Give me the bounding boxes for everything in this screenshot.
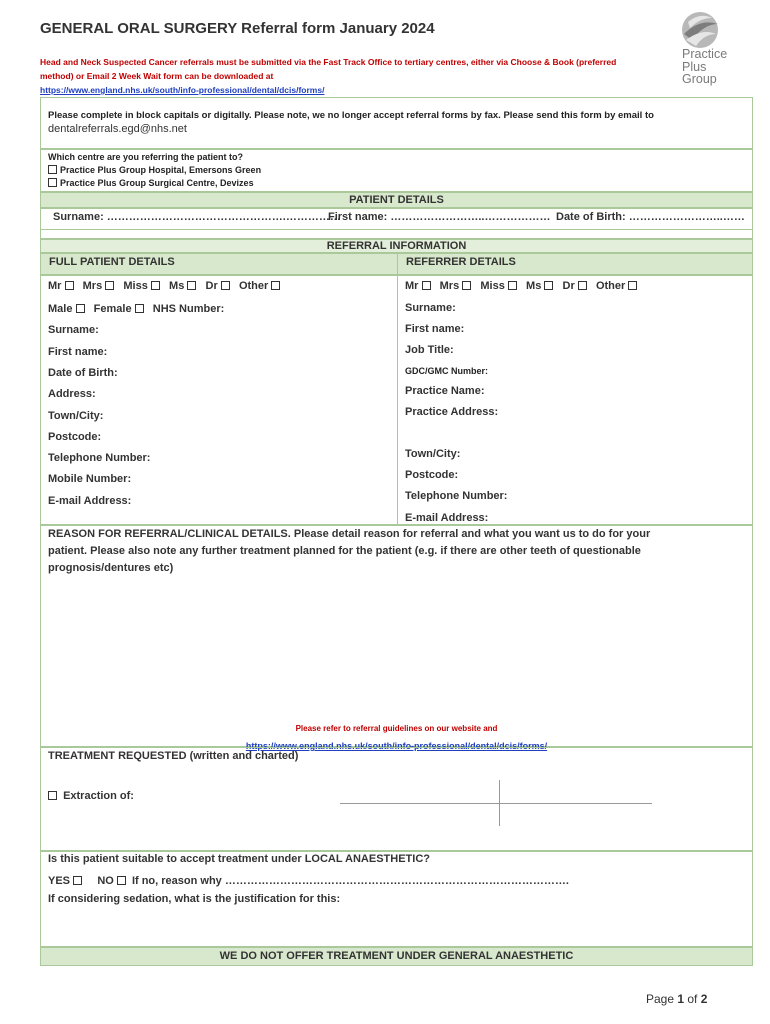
patient-email-label[interactable]: E-mail Address:: [48, 495, 132, 507]
checkbox-icon[interactable]: [65, 281, 74, 290]
referrer-title-options[interactable]: [405, 280, 640, 292]
checkbox-icon[interactable]: [578, 281, 587, 290]
referrer-details-heading: REFERRER DETAILS: [397, 253, 753, 275]
checkbox-icon[interactable]: [73, 876, 82, 885]
patient-dob-label[interactable]: Date of Birth:: [48, 367, 118, 379]
treatment-box: [40, 747, 753, 851]
referrer-email-label[interactable]: E-mail Address:: [405, 512, 489, 524]
local-anaesthetic-question: Is this patient suitable to accept treatment under LOCAL ANAESTHETIC?: [48, 853, 430, 865]
patient-gender-nhs[interactable]: [48, 303, 224, 315]
checkbox-icon[interactable]: [135, 304, 144, 313]
patient-postcode-label[interactable]: Postcode:: [48, 431, 102, 443]
checkbox-icon[interactable]: [151, 281, 160, 290]
checkbox-icon[interactable]: [508, 281, 517, 290]
patient-town-label[interactable]: Town/City:: [48, 410, 104, 422]
patient-surname-field[interactable]: Surname: ………………………………………….……………: [53, 211, 341, 223]
full-patient-details-heading: FULL PATIENT DETAILS: [40, 253, 398, 275]
checkbox-icon[interactable]: [187, 281, 196, 290]
checkbox-icon[interactable]: [48, 165, 57, 174]
cancer-referral-warning: [40, 55, 630, 97]
extraction-option[interactable]: [48, 790, 134, 802]
referral-info-heading: REFERRAL INFORMATION: [40, 239, 753, 253]
yes-label: YES: [48, 875, 71, 887]
no-label: NO: [97, 875, 114, 887]
checkbox-icon[interactable]: [221, 281, 230, 290]
checkbox-icon[interactable]: [105, 281, 114, 290]
checkbox-icon[interactable]: [422, 281, 431, 290]
practice-plus-group-logo: [674, 10, 734, 90]
nhs-number-label: NHS Number:: [152, 303, 225, 315]
referrer-postcode-label[interactable]: Postcode:: [405, 469, 459, 481]
no-general-anaesthetic-notice: WE DO NOT OFFER TREATMENT UNDER GENERAL ANAESTHETIC: [40, 947, 753, 966]
title-ms: Ms: [169, 280, 185, 292]
logo-icon: [678, 10, 724, 50]
referrer-surname-label[interactable]: Surname:: [405, 302, 456, 314]
referral-email[interactable]: dentalreferrals.egd@nhs.net: [48, 123, 187, 135]
checkbox-icon[interactable]: [48, 791, 57, 800]
logo-line-3: Group: [682, 72, 717, 86]
title-miss: Miss: [123, 280, 148, 292]
title-other: Other: [595, 280, 626, 292]
checkbox-icon[interactable]: [117, 876, 126, 885]
referrer-telephone-label[interactable]: Telephone Number:: [405, 490, 508, 502]
dental-chart-vertical: [499, 780, 500, 826]
referrer-gdc-label[interactable]: GDC/GMC Number:: [405, 366, 488, 376]
gender-male: Male: [48, 303, 73, 315]
title-mr: Mr: [48, 280, 62, 292]
checkbox-icon[interactable]: [462, 281, 471, 290]
referrer-town-label[interactable]: Town/City:: [405, 448, 461, 460]
checkbox-icon[interactable]: [628, 281, 637, 290]
option-label: Practice Plus Group Surgical Centre, Devizes: [60, 178, 254, 188]
gender-female: Female: [93, 303, 132, 315]
title-ms: Ms: [526, 280, 542, 292]
reason-box[interactable]: [40, 525, 753, 747]
checkbox-icon[interactable]: [76, 304, 85, 313]
patient-mobile-label[interactable]: Mobile Number:: [48, 473, 132, 485]
referrer-practice-address-label[interactable]: Practice Address:: [405, 406, 499, 418]
option-label: Practice Plus Group Hospital, Emersons Green: [60, 165, 262, 175]
title-dr: Dr: [562, 280, 575, 292]
spacer-row: [40, 230, 753, 239]
checkbox-icon[interactable]: [48, 178, 57, 187]
page-of: of: [684, 992, 701, 1006]
extraction-label: Extraction of:: [63, 790, 134, 802]
logo-line-2: Plus: [682, 59, 707, 74]
centre-question: Which centre are you referring the patient to?: [48, 152, 244, 162]
title-miss: Miss: [480, 280, 505, 292]
dental-chart-horizontal: [340, 803, 652, 804]
guideline-link[interactable]: https://www.england.nhs.uk/south/info-professional/dental/dcis/forms/: [245, 741, 548, 751]
patient-firstname-label[interactable]: First name:: [48, 346, 108, 358]
referrer-firstname-label[interactable]: First name:: [405, 323, 465, 335]
treatment-heading: TREATMENT REQUESTED (written and charted): [48, 750, 299, 762]
patient-title-options[interactable]: [48, 280, 283, 292]
warning-text: Head and Neck Suspected Cancer referrals must be submitted via the Fast Track Office to tertiary centres, either via Choose & Book (preferred method) or Email 2 Week Wait form can be downloaded at: [40, 57, 617, 81]
sedation-question[interactable]: If considering sedation, what is the justification for this:: [48, 893, 341, 905]
title-mr: Mr: [405, 280, 419, 292]
page-total: 2: [700, 992, 708, 1006]
no-reason-field[interactable]: If no, reason why ………………………………………………………………………………….: [131, 875, 569, 887]
instructions-text: Please complete in block capitals or digitally. Please note, we no longer accept referral forms by fax. Please send this form by email to: [48, 110, 654, 121]
column-divider: [397, 275, 398, 525]
page-number: [646, 992, 707, 1006]
la-answer-row[interactable]: [48, 875, 569, 887]
patient-telephone-label[interactable]: Telephone Number:: [48, 452, 151, 464]
guideline-note: Please refer to referral guidelines on our website and: [295, 724, 498, 733]
title-dr: Dr: [205, 280, 218, 292]
reason-line-2: patient. Please also note any further treatment planned for the patient (e.g. if there are other teeth of questionable: [48, 545, 641, 557]
patient-dob-field[interactable]: Date of Birth: ……………………..……: [556, 211, 745, 223]
title-mrs: Mrs: [439, 280, 460, 292]
patient-surname-label[interactable]: Surname:: [48, 324, 99, 336]
logo-line-1: Practice: [682, 47, 728, 61]
reason-line-1: REASON FOR REFERRAL/CLINICAL DETAILS. Please detail reason for referral and what you want us to do for your: [48, 528, 651, 540]
title-other: Other: [238, 280, 269, 292]
patient-address-label[interactable]: Address:: [48, 388, 96, 400]
form-title: GENERAL ORAL SURGERY Referral form January 2024: [40, 20, 435, 37]
checkbox-icon[interactable]: [271, 281, 280, 290]
checkbox-icon[interactable]: [544, 281, 553, 290]
centre-option-emersons-green[interactable]: [48, 165, 261, 175]
page-prefix: Page: [646, 992, 678, 1006]
referrer-practice-name-label[interactable]: Practice Name:: [405, 385, 485, 397]
title-mrs: Mrs: [82, 280, 103, 292]
reason-line-3: prognosis/dentures etc): [48, 562, 174, 574]
centre-option-devizes[interactable]: [48, 178, 254, 188]
forms-link[interactable]: https://www.england.nhs.uk/south/info-professional/dental/dcis/forms/: [40, 85, 325, 95]
page-current: 1: [677, 992, 685, 1006]
patient-firstname-field[interactable]: First name: ……………………..………………: [328, 211, 551, 223]
referrer-jobtitle-label[interactable]: Job Title:: [405, 344, 454, 356]
patient-details-heading: PATIENT DETAILS: [40, 192, 753, 208]
